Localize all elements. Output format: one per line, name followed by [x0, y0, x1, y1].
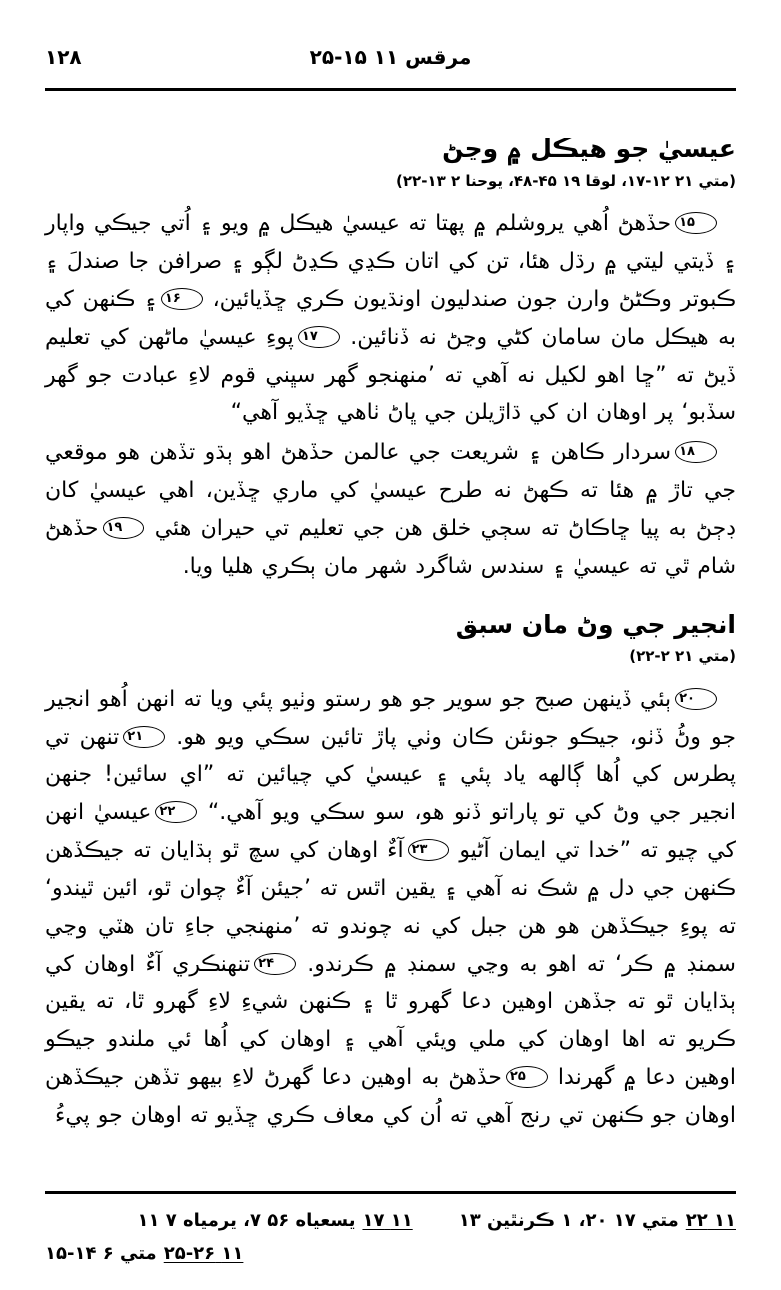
footnote-divider: [45, 1191, 736, 1194]
footnote-row: [45, 1237, 736, 1270]
verse-number: ۱۷: [298, 326, 340, 348]
footnote-key: ۱۱ ۱۷: [362, 1210, 413, 1231]
paragraph: [45, 681, 736, 1135]
header-divider: [45, 88, 736, 91]
footnote-item: [137, 1204, 412, 1237]
verse-text: ٻئي ڏينهن صبح جو سوير جو هو رستو وٺيو پئي ويا ته انهن اُهو انجير جو وڻُ ڏٺو، جيڪو جونئن ڪان وٺي پاڙ تائين سڪي ويو هو.: [45, 686, 736, 750]
footnote-text: متي ۶ ۱۴-۱۵: [45, 1243, 157, 1265]
verse-number: ۲۴: [254, 953, 296, 975]
verse-text: حڏهڻ شام ٿي ته عيسيٰ ۽ سندس شاگرد شهر مان ٻڪري هليا ويا.: [45, 515, 736, 579]
section-reference-1: (متي ۲۱ ۱۲-۱۷، لوقا ۱۹ ۴۵-۴۸، يوحنا ۲ ۱۳-۲۲): [396, 171, 736, 190]
verse-number: ۱۸: [675, 441, 717, 463]
paragraph: [45, 434, 736, 585]
verse-text: ۽ ڪنهن کي به هيڪل مان سامان کڻي وڃڻ نه ڏنائين.: [45, 286, 736, 350]
section-title-1: عيسيٰ جو هيڪل ۾ وڃڻ: [442, 134, 736, 163]
verse-number: ۱۹: [103, 517, 145, 539]
verse-number: ۲۳: [408, 839, 450, 861]
page-number: ۱۲۸: [45, 45, 82, 69]
footnotes: [45, 1204, 736, 1271]
section-title-2: انجير جي وڻ مان سبق: [455, 609, 736, 639]
footnote-key: ۱۱ ۲۵-۲۶: [163, 1243, 244, 1265]
verse-text: سردار ڪاهن ۽ شريعت جي عالمن حڏهڻ اهو ٻڌو تڏهن هو موقعي جي تاڙ ۾ هئا ته ڪهڻ نه طرح عيسيٰ کي ماري ڇڏين، اهي عيسيٰ کان ڊڄڻ به پيا ڇاڪاڻ ته سڄي خلق هن جي تعليم تي حيران هئي: [45, 440, 736, 541]
footnote-item: [459, 1204, 736, 1237]
running-head: [45, 40, 736, 74]
verse-text: حڏهڻ به اوهين دعا گهرڻ لاءِ بيهو تڏهن جيڪڏهن اوهان جو ڪنهن تي رنج آهي ته اُن کي معاف ڪري ڇڏيو ته اوهان جو پيءُ: [45, 1065, 736, 1128]
section-reference-2: (متي ۲۱ ۲-۲۲): [629, 647, 736, 666]
verse-number: ۱۵: [675, 212, 717, 234]
footnote-key: ۱۱ ۲۲: [685, 1210, 736, 1231]
verse-text: حڏهڻ اُهي يروشلم ۾ پهتا ته عيسيٰ هيڪل ۾ ويو ۽ اُتي جيڪي واپار ۽ ڏيتي ليتي ۾ رڌل هئا، تن کي اتان ڪڍي ڪڍڻ لڳو ۽ صرافن جا صندلَ ۽ ڪبوتر وڪڻڻ وارن جون صندليون اونڌيون ڪري ڇڏيائين،: [45, 211, 737, 312]
footnote-item: [45, 1237, 243, 1270]
footnote-row: [45, 1204, 736, 1237]
verse-text: تنهنڪري آءٌ اوهان کي ٻڌايان ٿو ته جڏهن اوهين دعا گهرو ٿا ۽ ڪنهن شيءِ لاءِ گهرو ٿا، ته يقين ڪريو ته اها اوهان کي ملي ويئي آهي ۽ اوهان کي اُها ئي ملندو جيڪو اوهين دعا ۾ گهرندا: [45, 951, 736, 1091]
verse-number: ۲۱: [123, 726, 165, 748]
verse-number: ۲۰: [675, 688, 717, 710]
footnote-text: متي ۱۷ ۲۰، ۱ ڪرنٿين ۱۳: [458, 1210, 679, 1231]
running-head-reference: مرقس ۱۱ ۱۵-۲۵: [309, 45, 472, 69]
text-column: [45, 110, 736, 1137]
verse-text: تنهن تي پطرس کي اُها ڳالهه ياد پئي ۽ عيسيٰ کي چيائين ته ”اي سائين! جنهن انجير جي وڻ کي تو پاراتو ڏنو هو، سو سڪي ويو آهي.“: [45, 724, 736, 826]
verse-number: ۱۶: [161, 288, 203, 310]
verse-text: آءٌ اوهان کي سچ ٿو ٻڌايان ته جيڪڏهن ڪنهن جي دل ۾ شڪ نه آهي ۽ يقين اٿس ته ’جيئن آءٌ چوان ٿو، ائين ٿيندو‘ ته پوءِ جيڪڏهن هو هن جبل کي نه چوندو ته ’منهنجي جاءِ تان هٽي وڃي سمنڊ ۾ ڪر‘ ته اهو به وڃي سمنڊ ۾ ڪرندو.: [45, 838, 736, 977]
footnote-text: يسعياه ۵۶ ۷، يرمياه ۷ ۱۱: [137, 1210, 356, 1231]
verse-number: ۲۲: [155, 801, 197, 823]
paragraph: [45, 205, 736, 432]
verse-text: عيسيٰ انهن کي چيو ته ”خدا تي ايمان آڻيو: [45, 800, 736, 864]
verse-text: پوءِ عيسيٰ ماڻهن کي تعليم ڏيڻ ته ”ڇا اهو لکيل نه آهي ته ’منهنجو گهر سڀني قوم لاءِ عبادت جو گهر سڏبو‘ پر اوهان ان کي ڌاڙيلن جي ڀاڻ ٺاهي ڇڏيو آهي“: [45, 324, 736, 426]
verse-number: ۲۵: [506, 1066, 548, 1088]
